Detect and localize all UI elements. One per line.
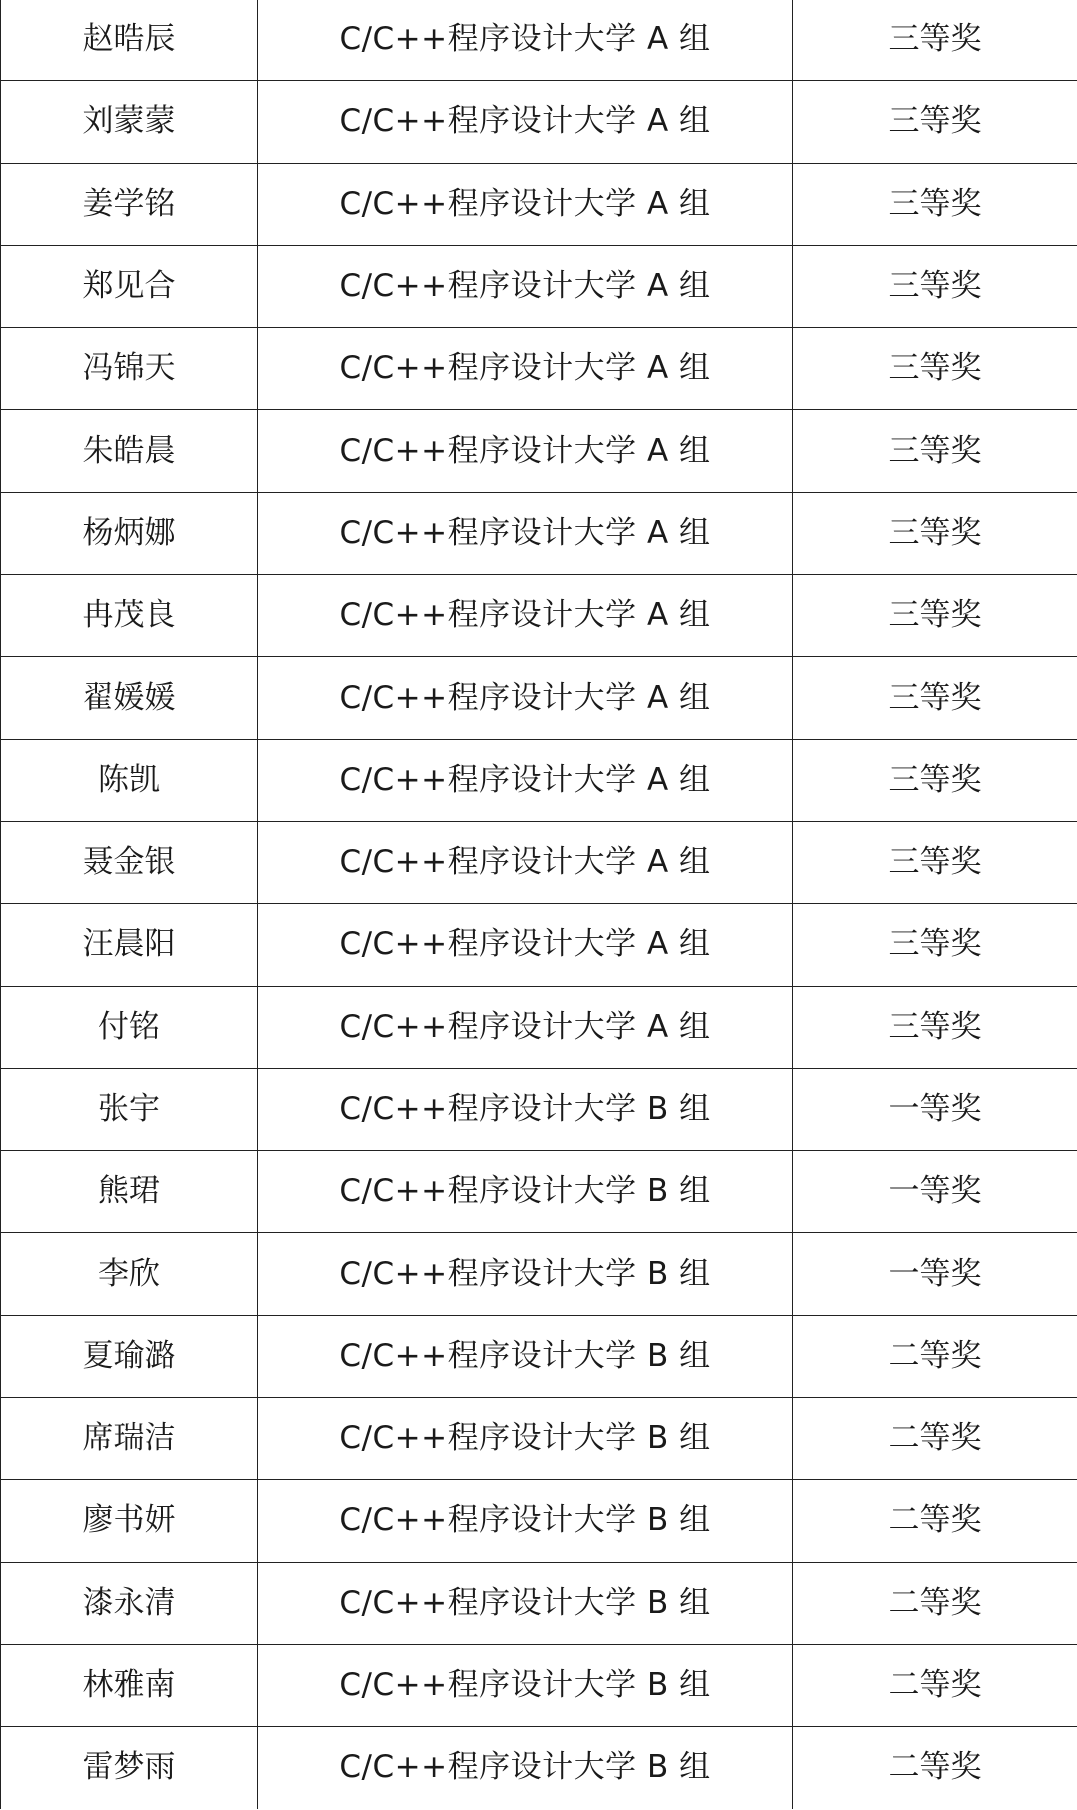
award-cell: 二等奖 [793, 1398, 1077, 1480]
student-name-cell: 聂金银 [1, 821, 258, 903]
student-name-cell: 刘蒙蒙 [1, 81, 258, 163]
table-row [1, 904, 1077, 986]
student-name-cell: 席瑞洁 [1, 1398, 258, 1480]
student-name-cell: 熊珺 [1, 1151, 258, 1233]
award-cell: 三等奖 [793, 163, 1077, 245]
student-name-cell: 林雅南 [1, 1644, 258, 1726]
student-name-cell: 汪晨阳 [1, 904, 258, 986]
award-cell: 一等奖 [793, 1233, 1077, 1315]
award-cell: 二等奖 [793, 1727, 1077, 1809]
event-cell: C/C++程序设计大学 A 组 [258, 410, 793, 492]
student-name-cell: 杨炳娜 [1, 492, 258, 574]
event-cell: C/C++程序设计大学 B 组 [258, 1151, 793, 1233]
table-row [1, 1315, 1077, 1397]
event-cell: C/C++程序设计大学 B 组 [258, 1727, 793, 1809]
student-name-cell: 姜学铭 [1, 163, 258, 245]
table-row [1, 81, 1077, 163]
table-row [1, 328, 1077, 410]
award-cell: 三等奖 [793, 739, 1077, 821]
event-cell: C/C++程序设计大学 A 组 [258, 492, 793, 574]
student-name-cell: 翟媛媛 [1, 657, 258, 739]
award-cell: 三等奖 [793, 657, 1077, 739]
event-cell: C/C++程序设计大学 B 组 [258, 1398, 793, 1480]
student-name-cell: 夏瑜潞 [1, 1315, 258, 1397]
table-row [1, 0, 1077, 81]
table-row [1, 1398, 1077, 1480]
table-row [1, 1480, 1077, 1562]
award-cell: 二等奖 [793, 1315, 1077, 1397]
event-cell: C/C++程序设计大学 A 组 [258, 0, 793, 81]
event-cell: C/C++程序设计大学 A 组 [258, 821, 793, 903]
student-name-cell: 张宇 [1, 1068, 258, 1150]
table-row [1, 657, 1077, 739]
award-cell: 三等奖 [793, 81, 1077, 163]
student-name-cell: 朱皓晨 [1, 410, 258, 492]
event-cell: C/C++程序设计大学 B 组 [258, 1068, 793, 1150]
table-row [1, 1151, 1077, 1233]
event-cell: C/C++程序设计大学 A 组 [258, 739, 793, 821]
award-cell: 二等奖 [793, 1644, 1077, 1726]
student-name-cell: 赵晧辰 [1, 0, 258, 81]
student-name-cell: 雷梦雨 [1, 1727, 258, 1809]
award-cell: 三等奖 [793, 821, 1077, 903]
award-cell: 三等奖 [793, 410, 1077, 492]
event-cell: C/C++程序设计大学 A 组 [258, 986, 793, 1068]
award-cell: 一等奖 [793, 1068, 1077, 1150]
table-row [1, 1233, 1077, 1315]
table-row [1, 1727, 1077, 1809]
award-cell: 二等奖 [793, 1562, 1077, 1644]
event-cell: C/C++程序设计大学 A 组 [258, 245, 793, 327]
student-name-cell: 李欣 [1, 1233, 258, 1315]
student-name-cell: 漆永清 [1, 1562, 258, 1644]
event-cell: C/C++程序设计大学 B 组 [258, 1480, 793, 1562]
award-cell: 三等奖 [793, 575, 1077, 657]
table-row [1, 245, 1077, 327]
student-name-cell: 廖书妍 [1, 1480, 258, 1562]
table-row [1, 1068, 1077, 1150]
student-name-cell: 冉茂良 [1, 575, 258, 657]
event-cell: C/C++程序设计大学 A 组 [258, 904, 793, 986]
table-row [1, 821, 1077, 903]
table-row [1, 986, 1077, 1068]
event-cell: C/C++程序设计大学 B 组 [258, 1233, 793, 1315]
award-cell: 一等奖 [793, 1151, 1077, 1233]
event-cell: C/C++程序设计大学 B 组 [258, 1315, 793, 1397]
student-name-cell: 陈凯 [1, 739, 258, 821]
award-table-body [1, 0, 1077, 1809]
event-cell: C/C++程序设计大学 A 组 [258, 81, 793, 163]
student-name-cell: 郑见合 [1, 245, 258, 327]
award-cell: 三等奖 [793, 328, 1077, 410]
award-cell: 三等奖 [793, 986, 1077, 1068]
table-row [1, 163, 1077, 245]
event-cell: C/C++程序设计大学 A 组 [258, 657, 793, 739]
student-name-cell: 付铭 [1, 986, 258, 1068]
award-cell: 三等奖 [793, 492, 1077, 574]
event-cell: C/C++程序设计大学 A 组 [258, 575, 793, 657]
table-row [1, 410, 1077, 492]
table-row [1, 492, 1077, 574]
award-cell: 三等奖 [793, 0, 1077, 81]
event-cell: C/C++程序设计大学 B 组 [258, 1644, 793, 1726]
student-name-cell: 冯锦天 [1, 328, 258, 410]
award-cell: 三等奖 [793, 245, 1077, 327]
event-cell: C/C++程序设计大学 A 组 [258, 163, 793, 245]
table-row [1, 1644, 1077, 1726]
award-cell: 三等奖 [793, 904, 1077, 986]
table-row [1, 575, 1077, 657]
event-cell: C/C++程序设计大学 A 组 [258, 328, 793, 410]
table-row [1, 739, 1077, 821]
event-cell: C/C++程序设计大学 B 组 [258, 1562, 793, 1644]
award-cell: 二等奖 [793, 1480, 1077, 1562]
table-row [1, 1562, 1077, 1644]
